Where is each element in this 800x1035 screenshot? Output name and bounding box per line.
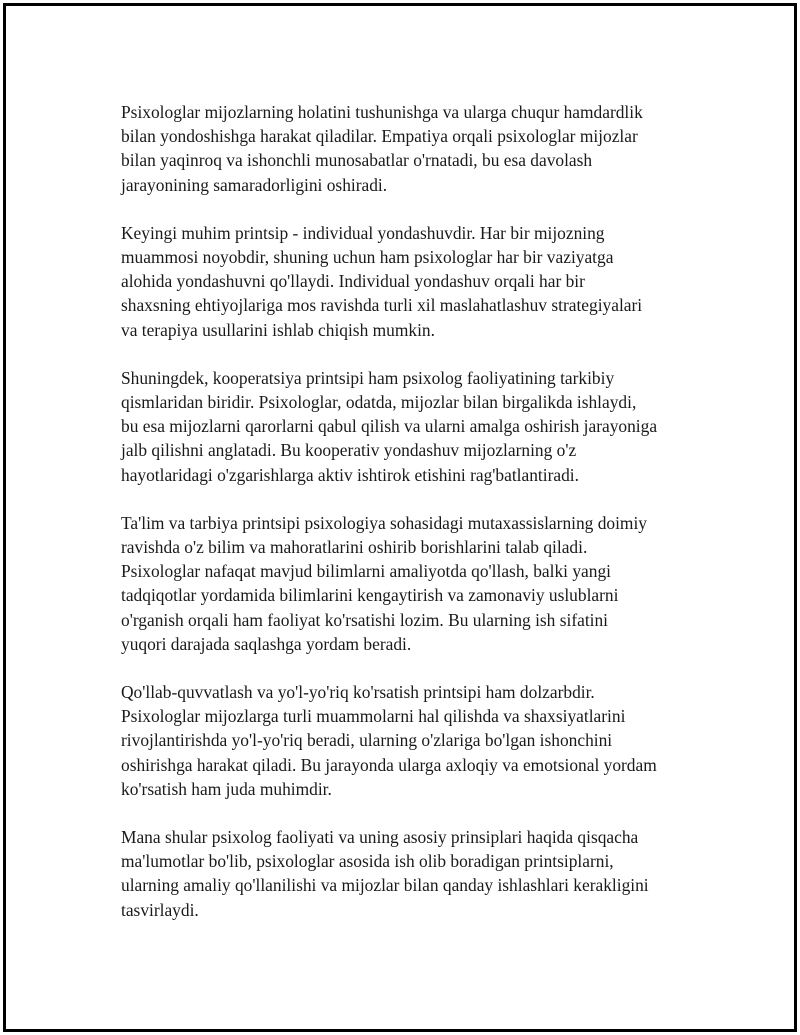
- paragraph-cooperation: Shuningdek, kooperatsiya printsipi ham psixolog faoliyatining tarkibiy qismlaridan biridir. Psixologlar, odatda, mijozlar bilan birgalikda ishlaydi, bu esa mijozlarni qarorlarni qabul qilish va ularni amalga oshirish jarayoniga jalb qilishni anglatadi. Bu kooperativ yondashuv mijozlarning o'z hayotlaridagi o'zgarishlarga aktiv ishtirok etishini rag'batlantiradi.: [121, 367, 658, 485]
- paragraph-education: Ta'lim va tarbiya printsipi psixologiya sohasidagi mutaxassislarning doimiy ravishda o'z bilim va mahoratlarini oshirib borishlarini talab qiladi. Psixologlar nafaqat mavjud bilimlarni amaliyotda qo'llash, balki yangi tadqiqotlar yordamida bilimlarini kengaytirish va zamonaviy uslublarni o'rganish orqali ham faoliyat ko'rsatishi lozim. Bu ularning ish sifatini yuqori darajada saqlashga yordam beradi.: [121, 512, 647, 654]
- page-frame: [3, 3, 797, 1032]
- paragraph-empathy: Psixologlar mijozlarning holatini tushunishga va ularga chuqur hamdardlik bilan yondoshishga harakat qiladilar. Empatiya orqali psixologlar mijozlar bilan yaqinroq va ishonchli munosabatlar o'rnatadi, bu esa davolash jarayonining samaradorligini oshiradi.: [121, 102, 643, 195]
- paragraph-support-guidance: Qo'llab-quvvatlash va yo'l-yo'riq ko'rsatish printsipi ham dolzarbdir. Psixologlar mijozlarga turli muammolarni hal qilishda va shaxsiyatlarini rivojlantirishda yo'l-yo'riq beradi, ularning o'zlariga bo'lgan ishonchini oshirishga harakat qiladi. Bu jarayonda ularga axloqiy va emotsional yordam ko'rsatish ham juda muhimdir.: [121, 682, 657, 799]
- paragraph-summary: Mana shular psixolog faoliyati va uning asosiy prinsiplari haqida qisqacha ma'lumotlar bo'lib, psixologlar asosida ish olib boradigan printsiplarni, ularning amaliy qo'llanilishi va mijozlar bilan qanday ishlashlari kerakligini tasvirlaydi.: [121, 827, 649, 920]
- document-body: [121, 100, 701, 946]
- paragraph-individual-approach: Keyingi muhim printsip - individual yondashuvdir. Har bir mijozning muammosi noyobdir, shuning uchun ham psixologlar har bir vaziyatga alohida yondashuvni qo'llaydi. Individual yondashuv orqali har bir shaxsning ehtiyojlariga mos ravishda turli xil maslahatlashuv strategiyalari va terapiya usullarini ishlab chiqish mumkin.: [121, 222, 643, 340]
